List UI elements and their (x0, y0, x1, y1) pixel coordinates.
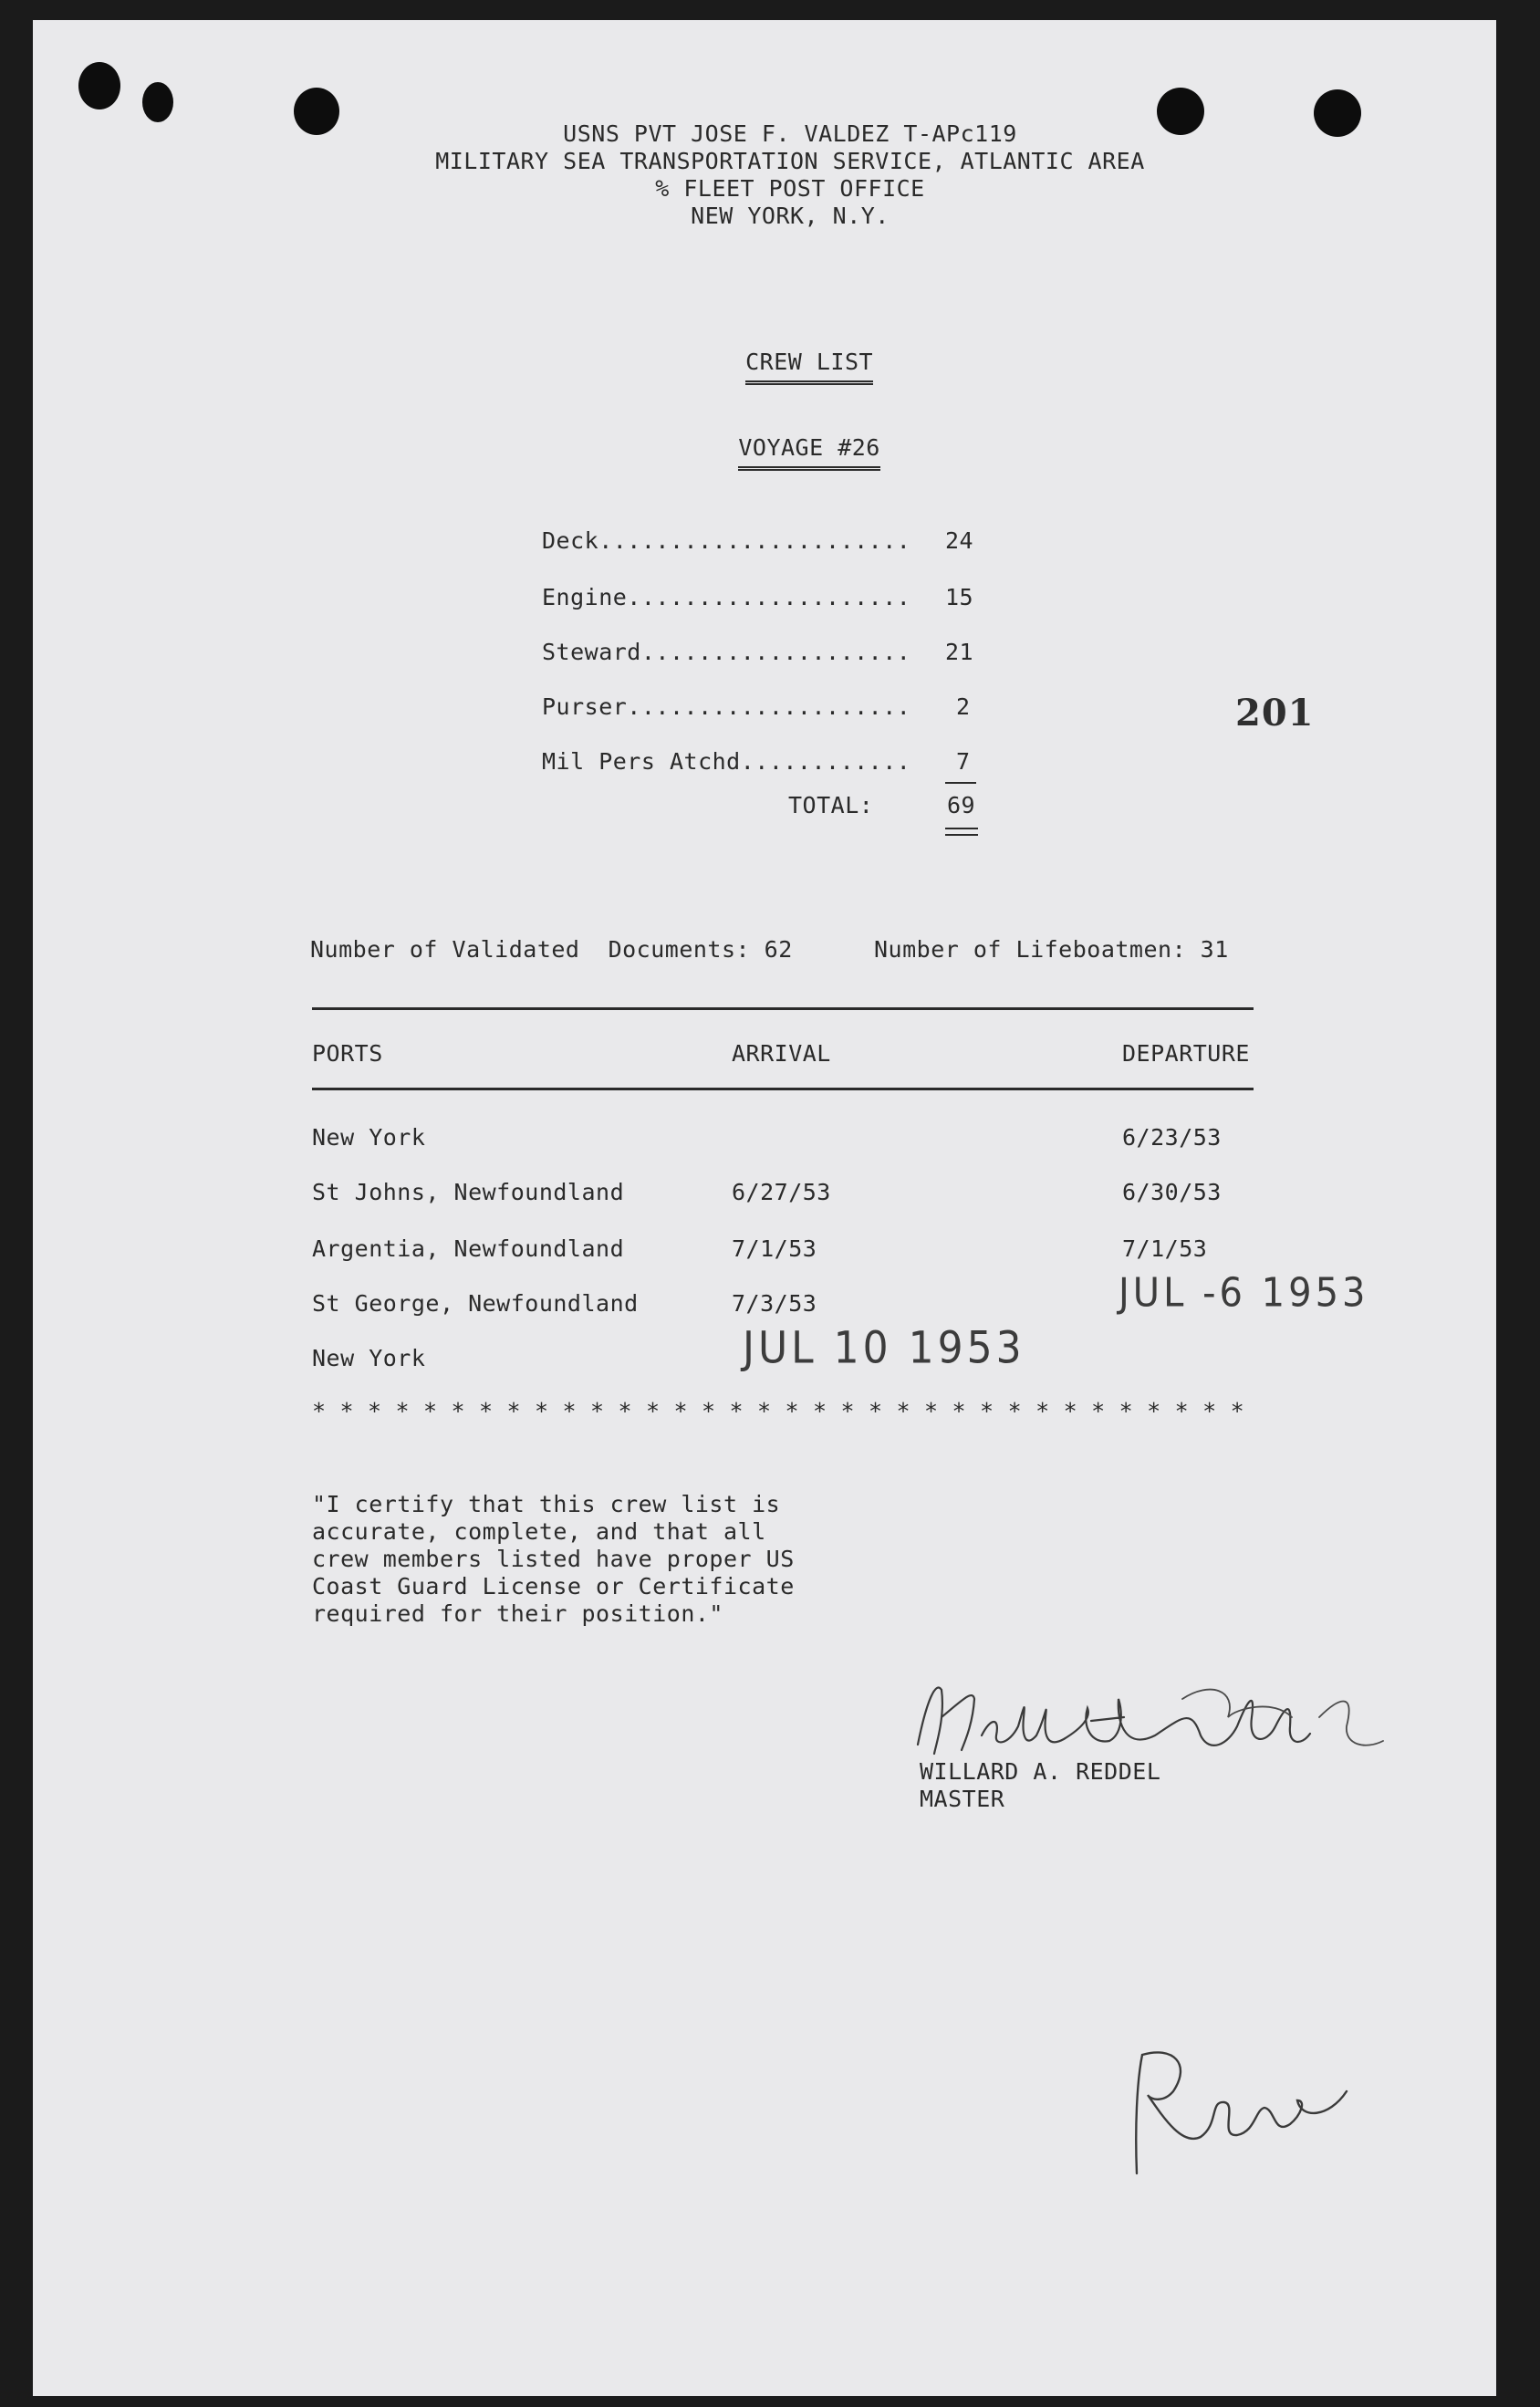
col-header-arrival: ARRIVAL (732, 1040, 831, 1067)
col-header-departure: DEPARTURE (1122, 1040, 1250, 1067)
col-header-ports: PORTS (312, 1040, 383, 1067)
dept-count-purser: 2 (956, 693, 971, 720)
dept-label-steward: Steward................... (542, 639, 911, 665)
certification-line: required for their position." (312, 1600, 723, 1627)
certification-line: accurate, complete, and that all (312, 1518, 766, 1545)
margin-number: 201 (1235, 692, 1315, 735)
header-line-1: USNS PVT JOSE F. VALDEZ T-APc119 (563, 120, 1017, 147)
total-label: TOTAL: (788, 792, 874, 818)
table-row-departure: 6/23/53 (1122, 1124, 1222, 1151)
dept-label-engine: Engine.................... (542, 584, 911, 610)
total-double-rule (945, 828, 978, 829)
subtotal-rule (945, 782, 976, 784)
voyage-number: VOYAGE #26 (738, 434, 880, 471)
certification-line: Coast Guard License or Certificate (312, 1573, 795, 1599)
table-top-rule (312, 1007, 1254, 1010)
punch-hole (142, 82, 173, 122)
document-page (33, 20, 1496, 2396)
table-row-arrival: 7/3/53 (732, 1290, 817, 1317)
dept-label-purser: Purser.................... (542, 693, 911, 720)
asterisk-divider: * * * * * * * * * * * * * * * * * * * * * * * * * * * * * * * * * * (312, 1398, 1244, 1424)
handwritten-initials (1119, 2037, 1356, 2183)
lifeboatmen-count: Number of Lifeboatmen: 31 (874, 936, 1229, 963)
total-value: 69 (947, 792, 976, 818)
certification-line: crew members listed have proper US (312, 1546, 795, 1572)
dept-count-mil-pers: 7 (956, 748, 971, 775)
title-wrap (33, 321, 1496, 403)
table-row-port: New York (312, 1124, 426, 1151)
table-row-port: New York (312, 1345, 426, 1371)
table-row-departure: 7/1/53 (1122, 1235, 1208, 1262)
table-row-port: Argentia, Newfoundland (312, 1235, 625, 1262)
header-line-4: NEW YORK, N.Y. (691, 203, 890, 229)
punch-hole (78, 62, 120, 109)
table-row-port: St Johns, Newfoundland (312, 1179, 625, 1205)
voyage-wrap (33, 407, 1496, 489)
dept-count-engine: 15 (945, 584, 974, 610)
dept-count-deck: 24 (945, 527, 974, 554)
certification-line: "I certify that this crew list is (312, 1491, 781, 1517)
header-line-2: MILITARY SEA TRANSPORTATION SERVICE, ATLANTIC AREA (435, 148, 1145, 174)
crew-list-title: CREW LIST (745, 349, 873, 385)
signer-name: WILLARD A. REDDEL (920, 1758, 1161, 1785)
table-row-arrival: 6/27/53 (732, 1179, 831, 1205)
departure-date-stamp: JUL -6 1953 (1119, 1269, 1369, 1317)
dept-label-deck: Deck...................... (542, 527, 911, 554)
table-header-rule (312, 1088, 1254, 1090)
dept-label-mil-pers: Mil Pers Atchd............ (542, 748, 911, 775)
arrival-date-stamp: JUL 10 1953 (743, 1322, 1025, 1374)
table-row-departure: 6/30/53 (1122, 1179, 1222, 1205)
total-double-rule (945, 834, 978, 836)
table-row-arrival: 7/1/53 (732, 1235, 817, 1262)
header-line-3: % FLEET POST OFFICE (655, 175, 925, 202)
dept-count-steward: 21 (945, 639, 974, 665)
signer-title: MASTER (920, 1786, 1005, 1812)
table-row-port: St George, Newfoundland (312, 1290, 639, 1317)
validated-documents: Number of Validated Documents: 62 (310, 936, 793, 963)
